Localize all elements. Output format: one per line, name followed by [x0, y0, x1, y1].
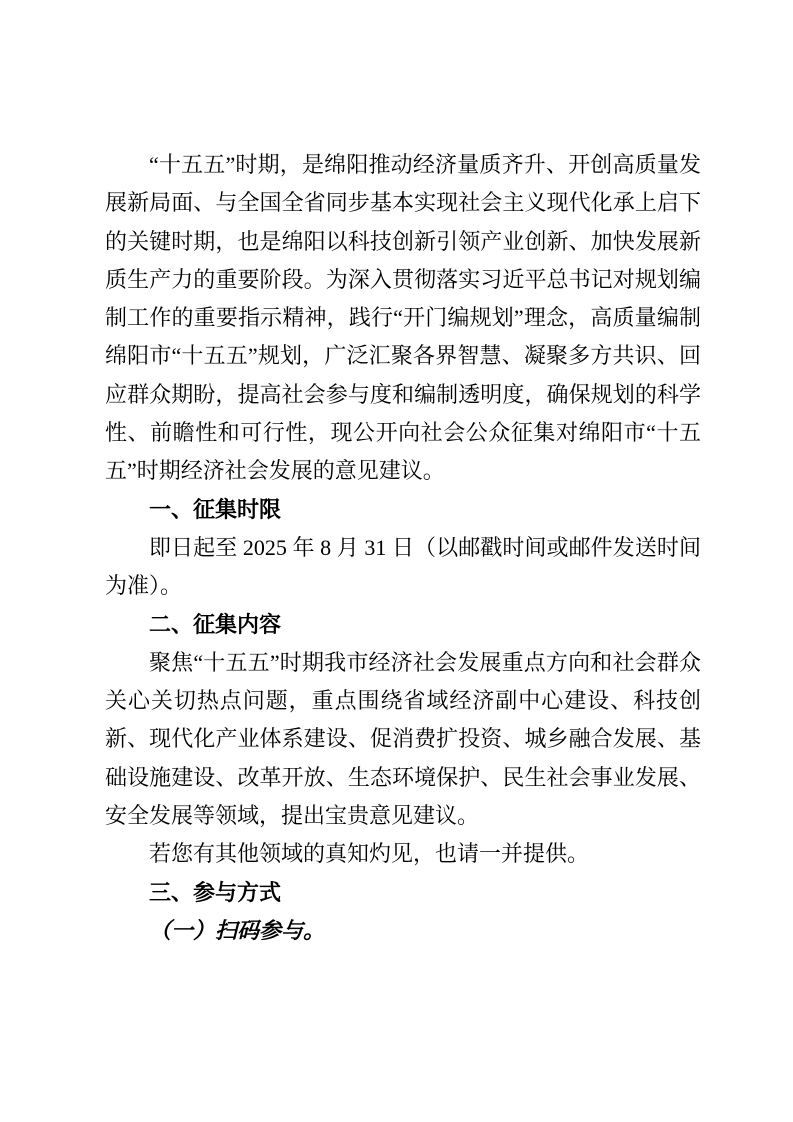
paragraph-deadline: 即日起至 2025 年 8 月 31 日（以邮戳时间或邮件发送时间为准）。 [105, 534, 701, 599]
paragraph-other-fields: 若您有其他领域的真知灼见，也请一并提供。 [149, 841, 590, 867]
heading-collection-period: 一、征集时限 [149, 496, 282, 522]
paragraph-intro: “十五五”时期，是绵阳推动经济量质齐升、开创高质量发展新局面、与全国全省同步基本实现社会主义现代化承上启下的关键时期，也是绵阳以科技创新引领产业创新、加快发展新质生产力的重要阶段。为深入贯彻落实习近平总书记对规划编制工作的重要指示精神，践行“开门编规划”理念，高质量编制绵阳市“十五五”规划，广泛汇聚各界智慧、凝聚多方共识、回应群众期盼，提高社会参与度和编制透明度，确保规划的科学性、前瞻性和可行性，现公开向社会公众征集对绵阳市“十五五”时期经济社会发展的意见建议。 [105, 152, 701, 484]
subheading-scan-code-participation: （一）扫码参与。 [149, 917, 326, 943]
heading-participation-method: 三、参与方式 [149, 879, 282, 905]
paragraph-content-focus: 聚焦“十五五”时期我市经济社会发展重点方向和社会群众关心关切热点问题，重点围绕省域经济副中心建设、科技创新、现代化产业体系建设、促消费扩投资、城乡融合发展、基础设施建设、改革开放、生态环境保护、民生社会事业发展、安全发展等领域，提出宝贵意见建议。 [105, 649, 701, 829]
heading-collection-content: 二、征集内容 [149, 611, 282, 637]
document-body [105, 146, 701, 950]
